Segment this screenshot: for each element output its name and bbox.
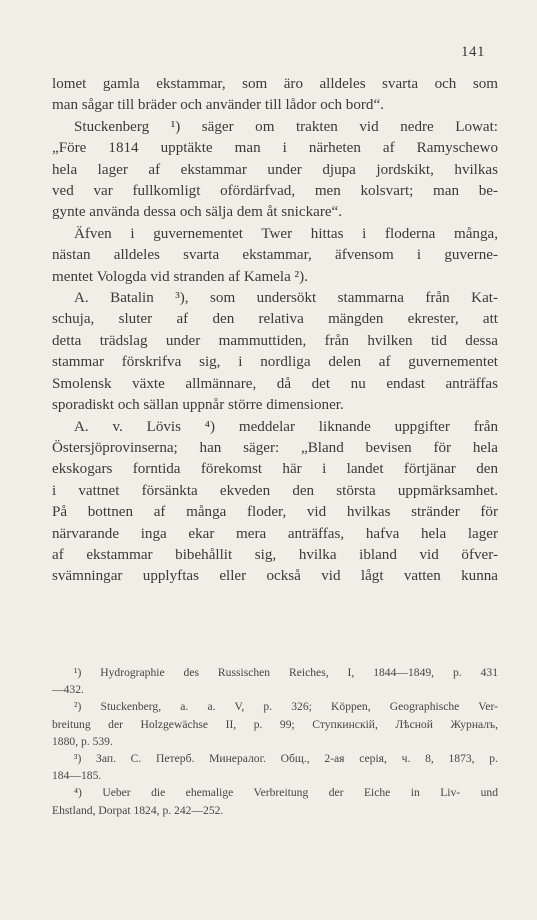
body-line: stammar förskrifva sig, i nordliga delen af guvernementet [52, 354, 498, 371]
body-line: gynte använda dessa och sälja dem åt snickare“. [52, 204, 343, 221]
footnote-line: —432. [52, 683, 84, 697]
footnote-line: ³) Зап. С. Петерб. Минералог. Общ., 2-ая серія, ч. 8, 1873, p. [74, 752, 498, 766]
footnote-line: 184—185. [52, 769, 102, 783]
body-line: i vattnet försänkta ekveden den största uppmärksamhet. [52, 482, 498, 499]
body-line: „Före 1814 upptäkte man i närheten af Ramyschewo [52, 140, 498, 157]
footnote-line: breitung der Holzgewächse II, p. 99; Ступкинскій, Лѣсной Журналъ, [52, 717, 498, 731]
body-line: ekskogars forntida förekomst här i landet förtjänar den [52, 461, 498, 478]
footnotes [52, 664, 498, 819]
footnote-separator [52, 652, 498, 653]
footnote-line: ²) Stuckenberg, a. a. V, p. 326; Köppen, Geographische Ver- [74, 700, 498, 714]
footnote-line: Ehstland, Dorpat 1824, p. 242—252. [52, 803, 224, 817]
footnote-line: ⁴) Ueber die ehemalige Verbreitung der Eiche in Liv- und [74, 786, 498, 800]
footnote-line: 1880, p. 539. [52, 734, 113, 748]
body-line: nästan alldeles svarta ekstammar, äfvensom i guverne- [52, 247, 498, 264]
body-line: närvarande inga ekar mera anträffas, hafva hela lager [52, 525, 498, 542]
body-line: svämningar upplyftas eller också vid lågt vatten kunna [52, 568, 498, 585]
body-line: På bottnen af många floder, vid hvilkas stränder för [52, 504, 498, 521]
body-text [52, 74, 498, 588]
body-line: hela lager af ekstammar under djupa jordskikt, hvilkas [52, 161, 498, 178]
body-line: detta trädslag under mammuttiden, från hvilken tid dessa [52, 332, 498, 349]
footnote-line: ¹) Hydrographie des Russischen Reiches, I, 1844—1849, p. 431 [74, 666, 498, 679]
body-line: ved var fullkomligt ofördärfvad, men kolsvart; man be- [52, 183, 498, 200]
body-line: schuja, sluter af den relativa mängden ekrester, att [52, 311, 498, 328]
body-line: Äfven i guvernementet Twer hittas i floderna många, [74, 225, 498, 242]
body-line: Stuckenberg ¹) säger om trakten vid nedre Lowat: [74, 118, 498, 135]
body-line: man sågar till bräder och använder till lådor och bord“. [52, 97, 384, 114]
body-line: Östersjöprovinserna; han säger: „Bland bevisen för hela [52, 439, 498, 456]
body-line: af ekstammar bibehållit sig, hvilka ibland vid öfver- [52, 546, 498, 563]
body-line: mentet Vologda vid stranden af Kamela ²). [52, 268, 308, 285]
body-line: sporadiskt och sällan uppnår större dimensioner. [52, 397, 344, 414]
body-line: Smolensk växte allmännare, då det nu endast anträffas [52, 375, 498, 392]
body-line: A. Batalin ³), som undersökt stammarna från Kat- [74, 290, 498, 307]
body-line: lomet gamla ekstammar, som äro alldeles svarta och som [52, 76, 498, 92]
page-number: 141 [461, 44, 485, 60]
body-line: A. v. Lövis ⁴) meddelar liknande uppgifter från [74, 418, 498, 435]
